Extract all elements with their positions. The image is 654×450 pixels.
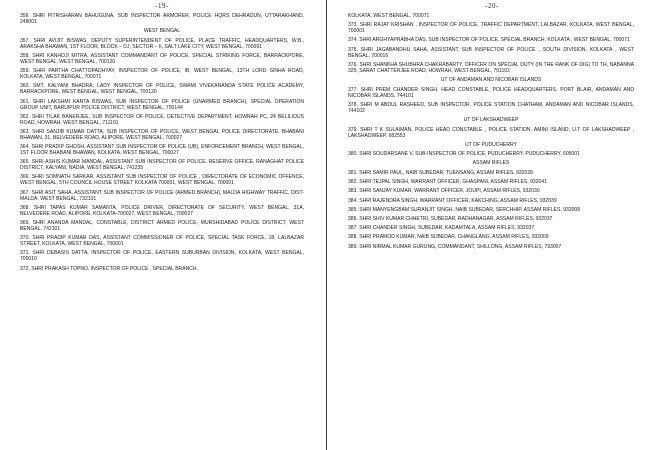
page-number: -20- xyxy=(485,2,499,10)
list-entry: 377. SHRI PREM CHANDER SINGH, HEAD CONSTABLE, POLICE HEADQUARTERS, PORT BLAIR, ANDAMAN AND NICOBAR ISLANDS, 744101 xyxy=(348,86,634,99)
list-entry: 366. SHRI SOMNATH SARKAR, ASSISTANT SUB INSPECTOR OF POLICE , DIRECTORATE OF ECONOMIC OFFENCE, WEST BENGAL, 5TH COUNCIL HOUSE STREET KOLKATA 700001, WEST BENGAL, 700001 xyxy=(20,174,304,187)
list-entry: 365. SHRI ASHIS KUMAR MANDAL, ASSISTANT SUB INSPECTOR OF POLICE, RESERVE OFFICE, RANAGHAT POLICE DISTRICT, KALYANI, NADIA, WEST BENGAL, 741235 xyxy=(20,159,304,172)
list-entry: 362. SHRI TILAK BANERJEE, SUB INSPECTOR OF POLICE, DETECTIVE DEPARTMENT, HOWRAH PC, 24 BELILIOUS ROAD, HOWRAH, WEST BENGAL, 711101 xyxy=(20,113,304,126)
list-entry: 383. SHRI SANJAY KUMAR, WARRANT OFFICER, JOUPI, ASSAM RIFLES, 932030 xyxy=(348,188,540,195)
list-entry: 358. SHRI KANHOJI MITRA, ASSISTANT COMMANDANT OF POLICE, SPECIAL STRIKING FORCE, BARRACKPORE, WEST BENGAL, WEST BENGAL, 700120 xyxy=(20,52,304,65)
section-heading: UT OF ANDAMAN AND NICOBAR ISLANDS xyxy=(440,76,542,83)
list-entry: KOLKATA, WEST BENGAL, 700071 xyxy=(348,13,430,19)
list-entry: 364. SHRI PRADIP GHOSH, ASSISTANT SUB INSPECTOR OF POLICE (UB), ENFORCEMENT BRANCH, WEST BENGAL, 1ST FLOOR BHABANI BHAWAN, KOLKATA, WEST BENGAL, 700027 xyxy=(20,144,304,157)
list-entry: 382. SHRI TEJPAL SINGH, WARRANT OFFICER, GHASPANI, ASSAM RIFLES, 932041 xyxy=(348,179,547,186)
list-entry: 385. SHRI MANYENGBAM SURANJIT SINGH, NAIB SUBEDAR, SERCHHIP, ASSAM RIFLES, 932008 xyxy=(348,206,581,213)
page-divider xyxy=(326,0,327,450)
list-entry: 378. SHRI M ABDUL RASHEED, SUB INSPECTOR, POLICE STATION CHATHAM, ANDAMAN AND NICOBAR ISLANDS, 744102 xyxy=(348,101,634,114)
page-number: -19- xyxy=(155,2,169,10)
left-page-content xyxy=(20,13,304,272)
list-entry: 386. SHRI SHIV KUMAR CHHETRI, SUBEDAR, RADHANAGAR, ASSAM RIFLES, 932037 xyxy=(348,216,553,222)
list-entry: 368. SHRI TAPAS KUMAR SAMANTA, POLICE DRIVER, DIRECTORATE OF SECURITY, WEST BENGAL, 31A, BELVEDERE ROAD, ALIPORE, KOLKATA-700027, WEST BENGAL, 700027 xyxy=(20,204,304,217)
list-entry: 372. SHRI PRAKASH TOPNO, INSPECTOR OF POLICE , SPECIAL BRANCH, xyxy=(20,265,198,272)
list-entry: 381. SHRI SAMIR PAUL, NAIB SUBEDAR, TUENSANG, ASSAM RIFLES, 932028 xyxy=(348,170,533,177)
section-heading: UT OF PUDUCHERRY xyxy=(465,141,517,148)
list-entry: 375. SHRI JAGABANDHU SAHA, ASSISTANT SUB INSPECTOR OF POLICE , SOUTH DIVISION, KOLKATA , WEST BENGAL, 700016 xyxy=(348,46,634,59)
list-entry: 359. SHRI PARTHA CHATTOPADHYAY, INSPECTOR OF POLICE, IB, WEST BENGAL, 13TH LORD SINHA ROAD, KOLKATA, WEST BENGAL, 700071 xyxy=(20,68,304,81)
list-entry: 379. SHRI T K SULAIMAN, POLICE HEAD CONSTABLE , POLICE STATION, AMINI ISLAND, U.T OF LAKSHADWEEP , LAKSHADWEEP, 682553 xyxy=(348,126,634,139)
list-entry: 384. SHRI RAJENDRA SINGH, WARRANT OFFICER, KAKCHING, ASSAM RIFLES, 932039 xyxy=(348,197,557,204)
list-entry: 357. SHRI AVIJIT BISWAS, DEPUTY SUPERINTENDENT OF POLICE, PLACE TRAFFIC, HEADQUARTERS, W.B., ARAKSHA BHAWAN, 1ST FLOOR, BLOCK – DJ, SECTOR – II, SALT LAKE CITY, WEST BENGAL, 700091 xyxy=(20,37,304,50)
list-entry: 374. SHRI ARGHYAPRABHA DAS, SUB INSPECTOR OF POLICE, SPECIAL BRANCH, KOLKATA , WEST BENGAL, 700071 xyxy=(348,37,630,44)
section-heading: UT OF LAKSHADWEEP xyxy=(463,116,519,123)
list-entry: 371. SHRI DEBASIS DATTA, INSPECTOR OF POLICE, EASTERN SUBURBAN DIVISION, KOLKATA, WEST BENGAL, 700010 xyxy=(20,250,304,263)
section-heading: WEST BENGAL xyxy=(143,28,181,35)
list-entry: 388. SHRI PRAMOD KUMAR, NAIB SUBEDAR, CHANGLANG, ASSAM RIFLES, 932009 xyxy=(348,234,549,241)
left-page xyxy=(0,0,324,450)
list-entry: 367. SHRI ASIT SAHA, ASSISTANT SUB INSPECTOR OF POLICE (ARMED BRANCH), MALDA HIGHWAY TRAFFIC, DIST-MALDA, WEST BENGAL, 732101 xyxy=(20,189,304,202)
list-entry: 363. SHRI SANJIB KUMAR DATTA, SUB INSPECTOR OF POLICE, WEST BENGAL POLICE DIRECTORATE, BHABANI BHAWAN, 31, BELVEDERE ROAD, ALIPORE, WEST BENGAL, 700027 xyxy=(20,128,304,141)
list-entry: 360. SMT. KALYANI BHADRA, LADY INSPECTOR OF POLICE, SWAMI VIVEKANANDA STATE POLICE ACADEMY, BARRACKPORE, WEST BENGAL, WEST BENGAL, 700120 xyxy=(20,83,304,96)
right-page-content xyxy=(348,13,634,250)
list-entry: 387. SHRI CHANDER SINGH, SUBEDAR, KADAMTALA, ASSAM RIFLES, 932037 xyxy=(348,225,535,232)
list-entry: 370. SHRI PRADIP KUMAR DAS, ASSISTANT COMMISSIONER OF POLICE, SPECIAL TASK FORCE, 18, LALBAZAR STREET, KOLKATA, WEST BENGAL, 700001 xyxy=(20,235,304,248)
list-entry: 373. SHRI RAJAT KRISHAN , INSPECTOR OF POLICE, TRAFFIC DEPARTMENT, LALBAZAR, KOLKATA, WEST BENGAL, 700001 xyxy=(348,22,634,35)
list-entry: 376. SHRI SHANKHA SHUBHRA CHAKRABARTY, OFFICER ON SPECIAL DUTY (IN THE RANK OF DIG) TO TH, NABANNA 325, SARAT CHATTERJEE ROAD, HOWRAH, WEST BENGAL, 701102 xyxy=(348,61,634,74)
list-entry: 356. SHRI PITRISHARAN BAHUGUNA, SUB INSPECTOR ARMORER, POLICE HQRS DEHRADUN, UTTARAKHAND, 248001 xyxy=(20,13,304,25)
section-heading: ASSAM RIFLES xyxy=(472,160,510,167)
list-entry: 380. SHRI SOUDARSANE V, SUB-INSPECTOR OF POLICE, PUDUCHERRY, PUDUCHERRY, 605001 xyxy=(348,151,580,158)
right-page xyxy=(330,0,654,450)
list-entry: 369. SHRI ANANDA MANDAL, CONSTABLE, DISTRICT ARMED POLICE, MURSHIDABAD POLICE DISTRICT, WEST BENGAL, 742101 xyxy=(20,220,304,233)
list-entry: 389. SHRI NIRMAL KUMAR GURUNG, COMMANDANT, SHILLONG, ASSAM RIFLES, 793007 xyxy=(348,243,562,250)
list-entry: 361. SHRI LAKSHMI KANTA BISWAS, SUB INSPECTOR OF POLICE (UNARMED BRANCH), SPECIAL OPERATION GROUP UNIT, BARUIPUR POLICE DISTRICT, WEST BENGAL, 700144 xyxy=(20,98,304,111)
